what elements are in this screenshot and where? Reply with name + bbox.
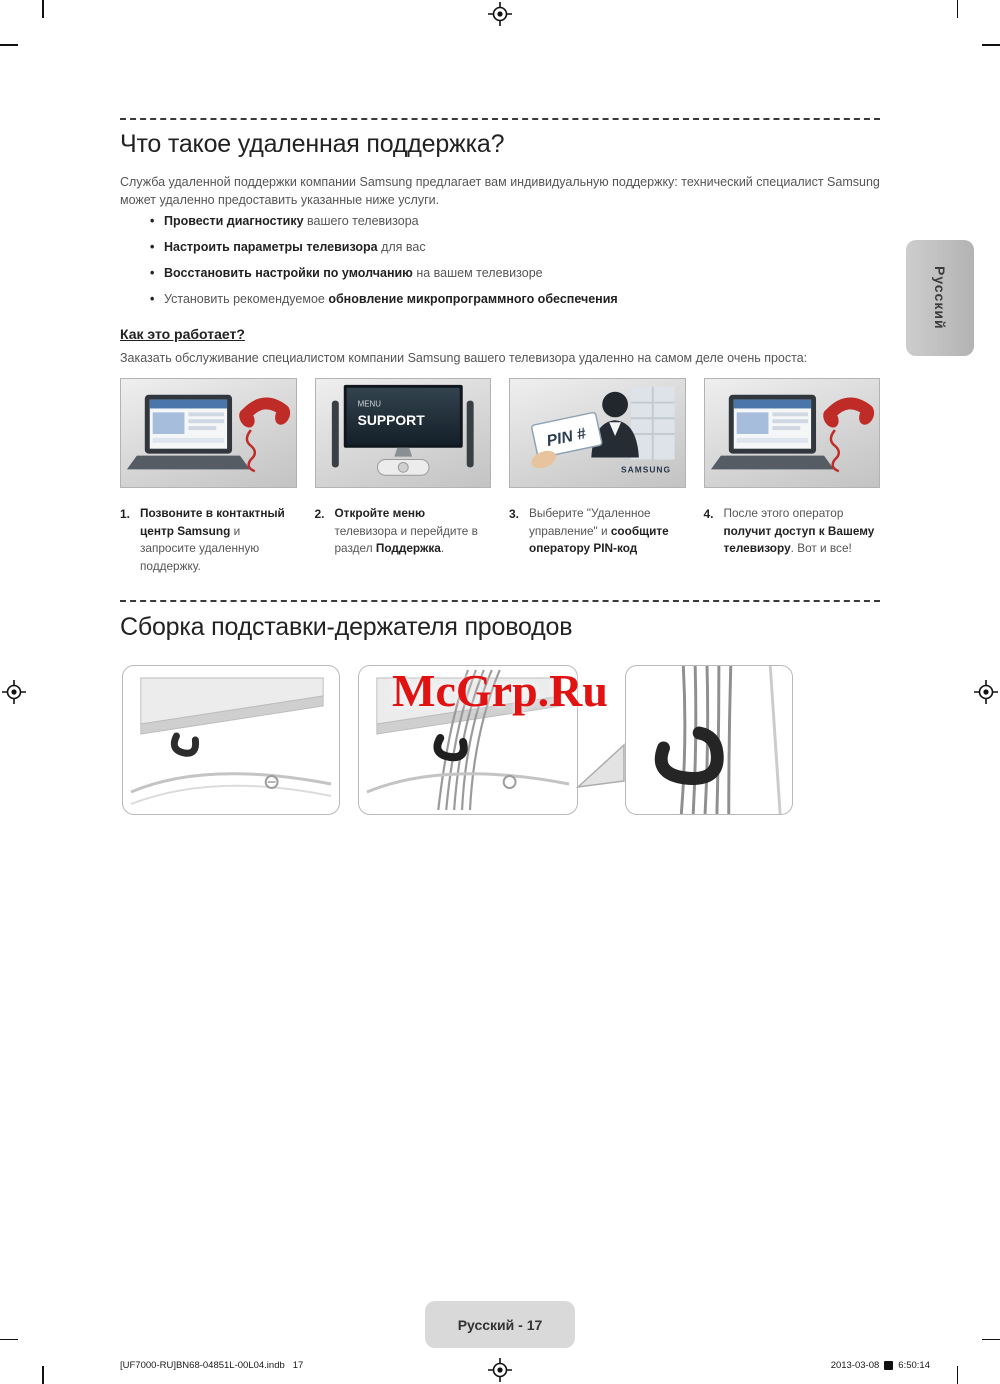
step-1 [120, 505, 297, 576]
list-item-settings: • Настроить параметры телевизора для вас [150, 240, 860, 255]
figure-call-center [120, 378, 297, 488]
cable-clip-icon [174, 736, 195, 753]
list-item-firmware: • Установить рекомендуемое обновление микропрограммного обеспечения [150, 292, 860, 307]
zoom-callout-wedge [576, 741, 626, 791]
print-mark-icon [884, 1361, 893, 1370]
crop-mark-bottom-right-h [982, 1339, 1000, 1341]
menu-label: MENU [357, 399, 381, 409]
speaker-right-icon [466, 401, 473, 468]
crop-mark-top-left-v [42, 0, 44, 18]
list-item-reset: • Восстановить настройки по умолчанию на вашем телевизоре [150, 266, 860, 281]
crop-mark-bottom-left-v [42, 1366, 44, 1384]
crop-mark-top-left-h [0, 44, 18, 46]
crop-mark-bottom-right-v [957, 1366, 959, 1384]
figure-support-menu [315, 378, 492, 488]
list-item-diagnostics: • Провести диагностику вашего телевизора [150, 214, 860, 229]
step-3 [509, 505, 686, 576]
laptop-phone-illustration [121, 379, 296, 487]
step-2-number: 2. [314, 507, 325, 521]
step-figures-row [120, 378, 880, 488]
section1-title: Что такое удаленная поддержка? [120, 130, 505, 158]
print-time: 6:50:14 [898, 1360, 930, 1371]
section1-intro [120, 173, 880, 209]
laptop-phone-illustration-2 [705, 379, 880, 487]
step-4-number: 4. [703, 507, 714, 521]
watermark: McGrp.Ru [392, 665, 608, 716]
step-3-text: Выберите "Удаленное управление" и сообщите оператору PIN-код [529, 506, 669, 556]
step-1-number: 1. [120, 507, 131, 521]
page-number-label: Русский - 17 [457, 1316, 543, 1333]
pin-operator-illustration [510, 379, 685, 487]
crop-mark-top-right-h [982, 44, 1000, 46]
steps-row [120, 505, 880, 576]
intro-text: Служба удаленной поддержки компании Samsung предлагает вам индивидуальную поддержку: технический специалист Samsung может удаленно предоставить указанные ниже услуги. [120, 175, 880, 208]
language-tab-label: Русский [932, 266, 948, 330]
crop-mark-top-right-v [957, 0, 959, 18]
services-list [150, 214, 860, 318]
page-number-badge [425, 1301, 575, 1348]
speaker-left-icon [331, 401, 338, 468]
print-file-info: [UF7000-RU]BN68-04851L-00L04.indb 17 [120, 1360, 304, 1371]
step-4-text: После этого оператор получит доступ к Вашему телевизору. Вот и все! [723, 506, 875, 556]
registration-mark-top [488, 2, 512, 26]
pin-card [531, 412, 602, 458]
laptop-icon [710, 395, 833, 470]
print-date: 2013-03-08 [830, 1360, 880, 1371]
support-label: SUPPORT [357, 412, 425, 429]
samsung-label: SAMSUNG [621, 464, 672, 475]
stand-button [398, 462, 408, 472]
print-timestamp [831, 1360, 930, 1371]
laptop-icon [127, 395, 250, 470]
how-it-works-title: Как это работает? [120, 326, 245, 342]
how-it-works-intro: Заказать обслуживание специалистом компании Samsung вашего телевизора удаленно на самом деле очень проста: [120, 351, 808, 365]
tv-support-menu-illustration [316, 379, 491, 487]
section2-title: Сборка подставки-держателя проводов [120, 613, 573, 641]
crop-mark-bottom-left-h [0, 1339, 18, 1341]
step-4 [704, 505, 881, 576]
figure-operator-access [704, 378, 881, 488]
tv-stand-neck [394, 448, 412, 457]
cable-clip-icon [437, 738, 463, 757]
phone-handset-icon [236, 403, 293, 471]
pin-label: PIN # [545, 425, 588, 451]
cable-clip-large-icon [661, 733, 717, 778]
step-2-text: Откройте меню телевизора и перейдите в раздел Поддержка. [334, 506, 478, 556]
phone-handset-icon [820, 403, 877, 471]
language-side-tab [906, 240, 974, 356]
figure-pin-code [509, 378, 686, 488]
screw-icon [504, 776, 516, 788]
step-3-number: 3. [509, 507, 520, 521]
step-2 [315, 505, 492, 576]
step-1-text: Позвоните в контактный центр Samsung и запросите удаленную поддержку. [140, 506, 285, 574]
dashed-divider-middle [120, 600, 880, 602]
registration-mark-bottom [488, 1358, 512, 1382]
dashed-divider-top [120, 118, 880, 120]
